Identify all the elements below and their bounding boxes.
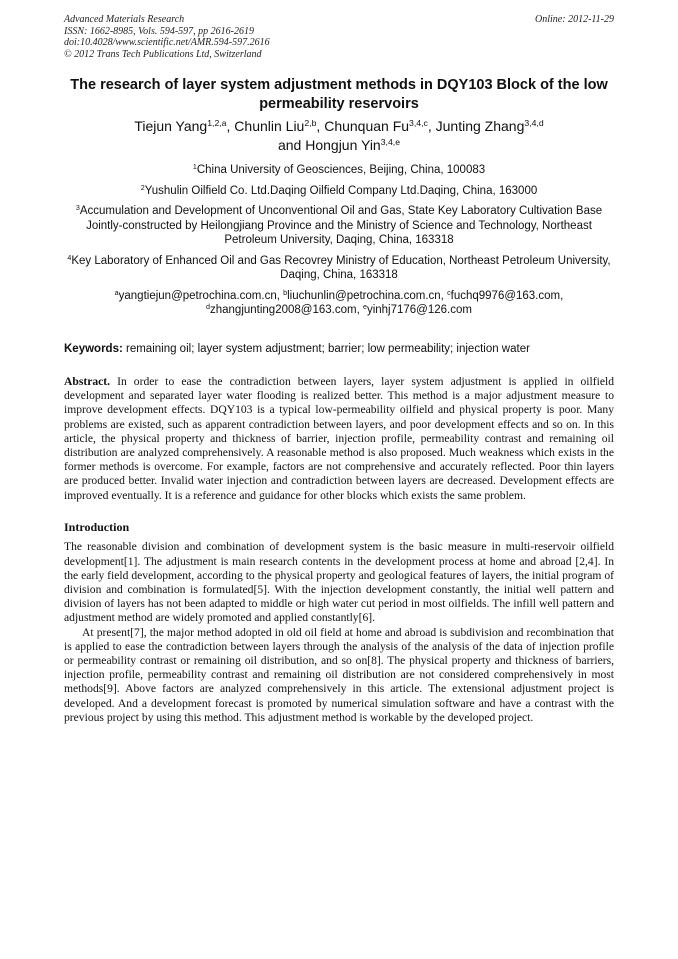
author-separator: , bbox=[427, 118, 436, 134]
email-separator: , bbox=[440, 289, 448, 302]
email-superscript: c bbox=[447, 288, 451, 297]
paper-page bbox=[64, 14, 614, 725]
keywords-text: remaining oil; layer system adjustment; barrier; low permeability; injection water bbox=[122, 342, 530, 355]
author-superscript: 3,4,d bbox=[524, 118, 544, 129]
abstract bbox=[64, 375, 614, 503]
email-address: yangtiejun@petrochina.com.cn bbox=[118, 289, 277, 302]
journal-header bbox=[64, 14, 614, 60]
author-superscript: 1,2,a bbox=[207, 118, 227, 129]
keywords-label: Keywords: bbox=[64, 342, 123, 355]
email-address: fuchq9976@163.com bbox=[450, 289, 561, 302]
email-separator: , bbox=[560, 289, 564, 302]
author-name: Tiejun Yang bbox=[134, 118, 208, 134]
author-separator: and bbox=[277, 137, 306, 153]
copyright-line: © 2012 Trans Tech Publications Ltd, Switzerland bbox=[64, 48, 262, 60]
keywords-line bbox=[64, 342, 614, 357]
online-date: Online: 2012-11-29 bbox=[535, 14, 614, 25]
abstract-text: In order to ease the contradiction between layers, layer system adjustment is applied in oilfield development and separated layer water flooding is realized better. This method is a major adjustment measure to improve development effects. DQY103 is a typical low-permeability oilfield and physical property is poor. Many problems are existed, such as apparent contradiction between layers, and poor development effects and so on. In this article, the physical property and thickness of barrier, injection profile, permeability contrast and remaining oil distribution are analyzed comprehensively. A reasonable method is also proposed. Much weakness which exists in the former methods is overcome. For example, factors are not comprehensive and accurately reflected. Poor thin layers are produced better. Invalid water injection and contradiction between layers are decreased. Development effects are improved eventually. It is a reference and guidance for other blocks which exists the same problem. bbox=[64, 375, 614, 502]
affiliation-number: 1 bbox=[192, 163, 197, 172]
author-superscript: 3,4,c bbox=[409, 118, 428, 129]
affiliation-number: 3 bbox=[75, 204, 80, 213]
email-separator: , bbox=[356, 304, 363, 316]
author-name: Hongjun Yin bbox=[305, 137, 381, 153]
author-superscript: 3,4,e bbox=[380, 137, 401, 148]
author-name: Chunquan Fu bbox=[324, 118, 410, 134]
author-superscript: 2,b bbox=[304, 118, 317, 129]
author-name: Junting Zhang bbox=[435, 118, 525, 134]
affiliation-number: 2 bbox=[140, 183, 145, 192]
introduction-paragraph: At present[7], the major method adopted in old oil field at home and abroad is subdivision and recombination that is applied to ease the contradiction between layers through the analysis of the analysis of the data of injection profile or permeability contrast or remaining oil distribution, and so on[8]. The physical property and thickness of barriers, injection profile, permeability contrast and remaining oil distribution are not considered comprehensively in most methods[9]. Above factors are analyzed comprehensively in this article. The extensional adjustment project is developed. And a development forecast is promoted by numerical simulation software and have a contrast with the previous project by using this method. This adjustment method is workable by the developed project. bbox=[64, 625, 614, 724]
affiliation-text: Yushulin Oilfield Co. Ltd.Daqing Oilfield Company Ltd.Daqing, China, 163000 bbox=[144, 184, 538, 197]
email-list bbox=[64, 289, 614, 318]
journal-name: Advanced Materials Research bbox=[64, 14, 185, 25]
affiliation-number: 4 bbox=[67, 253, 72, 262]
email-separator: , bbox=[276, 289, 284, 302]
introduction-heading: Introduction bbox=[64, 519, 130, 534]
author-separator: , bbox=[316, 118, 325, 134]
author-name: Chunlin Liu bbox=[234, 118, 305, 134]
email-superscript: a bbox=[114, 288, 119, 297]
email-address: liuchunlin@petrochina.com.cn bbox=[287, 289, 441, 302]
affiliation-1 bbox=[64, 163, 614, 178]
email-superscript: b bbox=[283, 288, 288, 297]
paper-title: The research of layer system adjustment methods in DQY103 Block of the low permeability reservoirs bbox=[70, 77, 608, 112]
author-separator: , bbox=[226, 118, 235, 134]
email-superscript: d bbox=[206, 303, 210, 312]
affiliation-3 bbox=[61, 204, 617, 248]
email-address: zhangjunting2008@163.com bbox=[209, 304, 357, 316]
introduction-paragraph: The reasonable division and combination of development system is the basic measure in multi-reservoir oilfield development[1]. The adjustment is main research contents in the development process at home and abroad [2,4]. In the early field development, according to the physical property and geological features of layers, the initial program of division and combination is formulated[5]. With the injection development constantly, the initial well pattern and division of layers has not been adapted to middle or high water cut period in most oilfields. The infill well pattern and adjustment method are widely promoted and applied constantly[6]. bbox=[64, 540, 614, 625]
affiliation-text: Accumulation and Development of Unconventional Oil and Gas, State Key Laboratory Cultivation Base Jointly-constructed by Heilongjiang Province and the Ministry of Science and Technology, Northeast Petroleum University, Daqing, China, 163318 bbox=[79, 205, 603, 246]
email-address: yinhj7176@126.com bbox=[366, 304, 472, 316]
affiliation-2 bbox=[64, 184, 614, 199]
doi-line: doi:10.4028/www.scientific.net/AMR.594-597.2616 bbox=[64, 37, 270, 48]
affiliation-4 bbox=[64, 254, 614, 283]
affiliation-text: China University of Geosciences, Beijing, China, 100083 bbox=[196, 164, 486, 176]
affiliation-text: Key Laboratory of Enhanced Oil and Gas Recovrey Ministry of Education, Northeast Petroleum University, Daqing, China, 163318 bbox=[71, 254, 611, 281]
email-superscript: e bbox=[362, 303, 367, 312]
issn-line: ISSN: 1662-8985, Vols. 594-597, pp 2616-2619 bbox=[64, 25, 254, 37]
author-list bbox=[64, 117, 614, 155]
abstract-label: Abstract. bbox=[64, 375, 111, 388]
